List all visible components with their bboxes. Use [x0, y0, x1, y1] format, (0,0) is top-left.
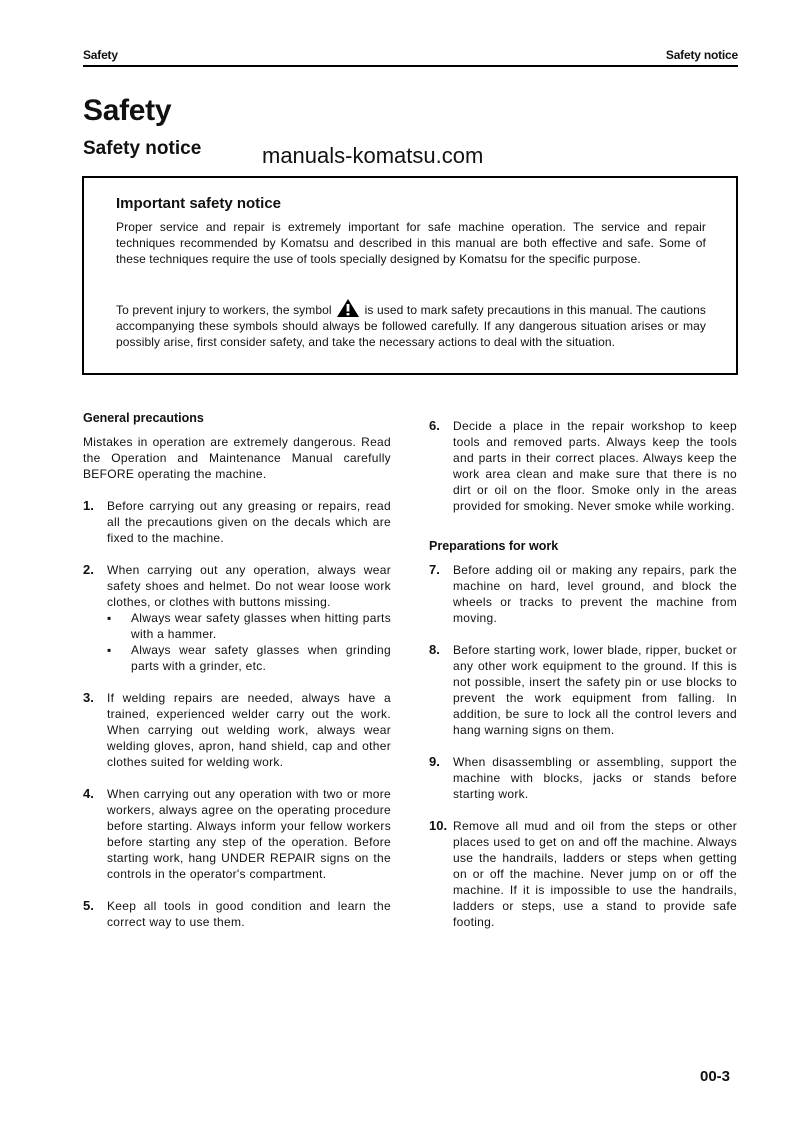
page-title: Safety: [83, 94, 172, 127]
bullet-icon: ▪: [107, 643, 112, 657]
page-number: 00-3: [700, 1068, 731, 1085]
important-safety-notice-box: [82, 176, 738, 375]
list-item: [83, 498, 391, 546]
list-item: [429, 754, 737, 802]
header-right: Safety notice: [665, 48, 738, 62]
list-item: [83, 690, 391, 770]
item-text: If welding repairs are needed, always have a trained, experienced welder carry out the work. When carrying out welding work, always wear welding gloves, apron, hand shield, cap and other clothes suited for welding work.: [107, 691, 391, 769]
page-subtitle: Safety notice: [83, 138, 202, 159]
item-text: When disassembling or assembling, support the machine with blocks, jacks or stands before starting work.: [453, 755, 737, 801]
bullet-list: [107, 610, 391, 674]
item-text: Remove all mud and oil from the steps or other places used to get on and off the machine. Always use the handrails, ladders or steps when getting on or off the machine. Never jump on or off the machine. If it is impossible to use the handrails, ladders or steps, use a stand to provide safe footing.: [453, 819, 737, 929]
item-text: When carrying out any operation, always wear safety shoes and helmet. Do not wear loose work clothes, or clothes with buttons missing.: [107, 563, 391, 609]
item-text: When carrying out any operation with two or more workers, always agree on the operating procedure before starting. Always inform your fellow workers before starting any step of the operation. Before starting work, hang UNDER REPAIR signs on the controls in the operator's compartment.: [107, 787, 391, 881]
item-number: 7.: [429, 562, 440, 577]
warning-triangle-icon: [337, 299, 359, 317]
item-number: 2.: [83, 562, 94, 577]
item-number: 4.: [83, 786, 94, 801]
item-number: 9.: [429, 754, 440, 769]
header-left: Safety: [83, 48, 118, 62]
item-text: Before adding oil or making any repairs, park the machine on hard, level ground, and block the wheels or tracks to prevent the machine from moving.: [453, 563, 737, 625]
item-body: [107, 562, 391, 674]
left-column: [83, 410, 391, 946]
bullet-item: [107, 610, 391, 642]
item-number: 5.: [83, 898, 94, 913]
bullet-text: Always wear safety glasses when grinding parts with a grinder, etc.: [131, 643, 391, 673]
item-text: Before carrying out any greasing or repairs, read all the precautions given on the decals which are fixed to the machine.: [107, 499, 391, 545]
list-item: [83, 562, 391, 674]
list-item: [429, 418, 737, 514]
item-text: Before starting work, lower blade, ripper, bucket or any other work equipment to the ground. If this is not possible, insert the safety pin or use blocks to prevent the work equipment from falling. In addition, be sure to lock all the control levers and hang warning signs on them.: [453, 643, 737, 737]
general-precautions-heading: General precautions: [83, 411, 204, 425]
item-text: Decide a place in the repair workshop to keep tools and removed parts. Always keep the tools and parts in their correct places. Always keep the work area clean and make sure that there is no dirt or oil on the floor. Smoke only in the areas provided for smoking. Never smoke while working.: [453, 419, 737, 513]
list-item: [429, 562, 737, 626]
notice-paragraph-2-end: is used to mark safety precautions in this manual. The cautions accompanying these symbols should always be followed carefully. If any dangerous situation arises or may possibly arise, first consider safety, and take the necessary actions to deal with the situation.: [116, 303, 707, 349]
general-precautions-intro: Mistakes in operation are extremely dangerous. Read the Operation and Maintenance Manual carefully BEFORE operating the machine.: [83, 435, 391, 481]
item-number: 8.: [429, 642, 440, 657]
list-item: [83, 786, 391, 882]
watermark-text: manuals-komatsu.com: [262, 143, 484, 168]
item-number: 6.: [429, 418, 440, 433]
list-item: [83, 898, 391, 930]
notice-paragraph-1: Proper service and repair is extremely important for safe machine operation. The service and repair techniques recommended by Komatsu and described in this manual are both effective and safe. Some of these techniques require the use of tools specially designed by Komatsu for the specific purpose.: [116, 220, 706, 266]
bullet-item: [107, 642, 391, 674]
bullet-text: Always wear safety glasses when hitting parts with a hammer.: [131, 611, 391, 641]
item-text: Keep all tools in good condition and learn the correct way to use them.: [107, 899, 391, 929]
notice-paragraph-2: [116, 299, 706, 350]
bullet-icon: ▪: [107, 611, 112, 625]
item-number: 3.: [83, 690, 94, 705]
notice-heading: Important safety notice: [116, 195, 282, 212]
right-column: [429, 418, 737, 946]
notice-paragraph-2-start: To prevent injury to workers, the symbol: [116, 303, 332, 317]
preparations-heading: Preparations for work: [429, 539, 559, 553]
running-header: [83, 48, 738, 67]
item-number: 10.: [429, 818, 448, 833]
list-item: [429, 642, 737, 738]
list-item: [429, 818, 737, 930]
item-number: 1.: [83, 498, 94, 513]
